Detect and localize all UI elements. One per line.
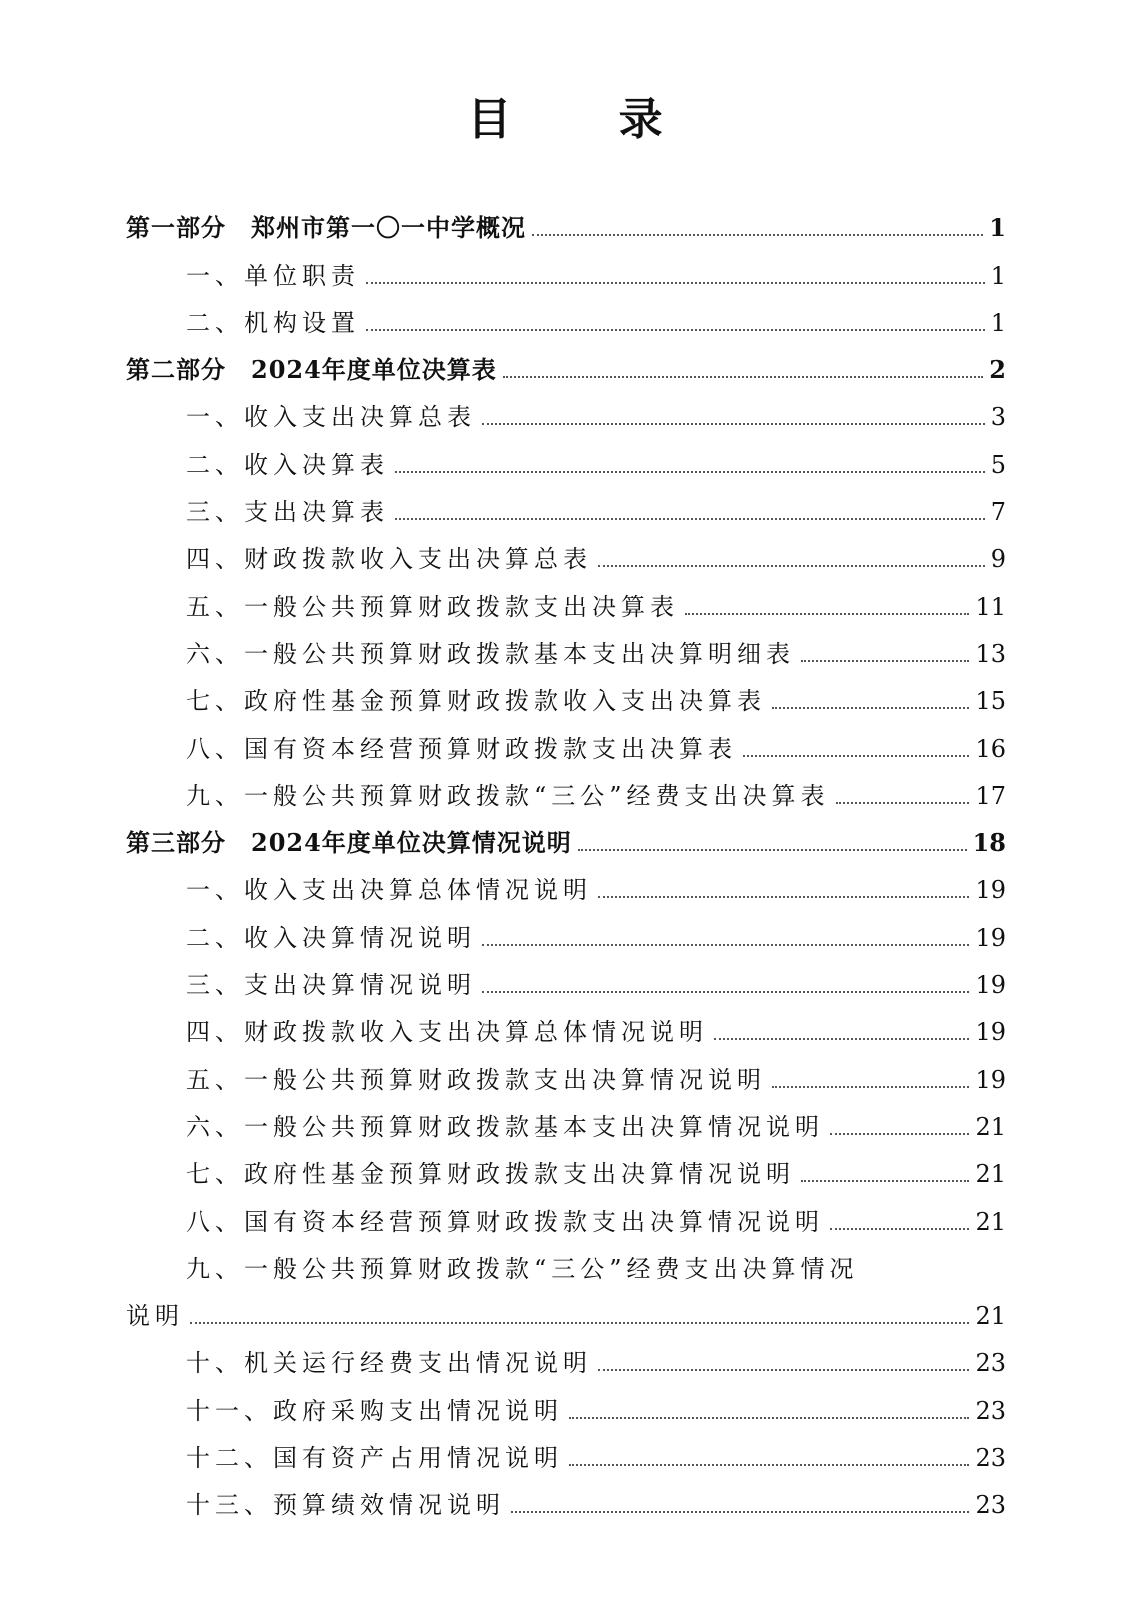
toc-entry-label: 二、收入决算表 [186, 450, 389, 479]
toc-entry-page: 21 [975, 1302, 1006, 1331]
toc-entry-label: 二、机构设置 [186, 308, 360, 337]
toc-entry-page: 23 [975, 1396, 1006, 1425]
toc-entry-page: 23 [975, 1444, 1006, 1473]
toc-entry-page: 13 [975, 639, 1006, 668]
toc-entry-page: 18 [972, 828, 1006, 858]
dot-leader [482, 991, 969, 993]
dot-leader [830, 1133, 969, 1135]
toc-entry-part-1[interactable] [126, 196, 1006, 243]
toc-entry[interactable] [126, 953, 1006, 1000]
toc-entry-label: 一、单位职责 [186, 261, 360, 290]
toc-entry[interactable] [126, 432, 1006, 479]
dot-leader [598, 1369, 969, 1371]
toc-entry-page: 9 [990, 545, 1006, 574]
toc-entry-label: 七、政府性基金预算财政拨款收入支出决算表 [186, 687, 766, 716]
toc-entry[interactable] [126, 1095, 1006, 1142]
toc-entry-label: 九、一般公共预算财政拨款“三公”经费支出决算情况 [186, 1254, 859, 1283]
dot-leader [578, 849, 967, 851]
toc-entry[interactable] [126, 764, 1006, 811]
toc-entry-page: 3 [990, 403, 1006, 432]
toc-entry-label: 六、一般公共预算财政拨款基本支出决算情况说明 [186, 1112, 824, 1141]
toc-entry-label: 十二、国有资产占用情况说明 [186, 1444, 563, 1473]
dot-leader [569, 1464, 969, 1466]
toc-entry-label: 四、财政拨款收入支出决算总体情况说明 [186, 1018, 708, 1047]
toc-entry-page: 23 [975, 1349, 1006, 1378]
toc-entry-page: 1 [990, 261, 1006, 290]
toc-entry[interactable] [126, 669, 1006, 716]
toc-entry-page: 19 [975, 923, 1006, 952]
toc-entry-label: 第二部分 2024年度单位决算表 [126, 355, 497, 385]
dot-leader [190, 1322, 969, 1324]
dot-leader [685, 613, 969, 615]
dot-leader [569, 1417, 969, 1419]
toc-entry-page: 7 [990, 498, 1006, 527]
toc-entry-label: 十一、政府采购支出情况说明 [186, 1396, 563, 1425]
toc-entry-page: 15 [975, 687, 1006, 716]
toc-entry[interactable] [126, 716, 1006, 763]
dot-leader [772, 1086, 969, 1088]
dot-leader [395, 518, 985, 520]
toc-list [126, 196, 1006, 1520]
toc-entry-page: 19 [975, 971, 1006, 1000]
toc-entry-label: 三、支出决算表 [186, 498, 389, 527]
toc-entry-wrapped-first-line[interactable] [126, 1237, 1006, 1284]
toc-entry-part-2[interactable] [126, 338, 1006, 385]
toc-entry-label-continued: 说明 [126, 1302, 184, 1331]
toc-entry[interactable] [126, 291, 1006, 338]
toc-entry-label: 六、一般公共预算财政拨款基本支出决算明细表 [186, 639, 795, 668]
toc-entry-page: 21 [975, 1160, 1006, 1189]
toc-entry-label: 十、机关运行经费支出情况说明 [186, 1349, 592, 1378]
dot-leader [830, 1228, 969, 1230]
toc-entry-label: 第三部分 2024年度单位决算情况说明 [126, 828, 572, 858]
toc-entry[interactable] [126, 527, 1006, 574]
toc-entry[interactable] [126, 1142, 1006, 1189]
dot-leader [395, 471, 985, 473]
toc-entry[interactable] [126, 1331, 1006, 1378]
dot-leader [598, 565, 985, 567]
dot-leader [366, 329, 985, 331]
toc-entry-label: 二、收入决算情况说明 [186, 923, 476, 952]
toc-entry-label: 八、国有资本经营预算财政拨款支出决算表 [186, 734, 737, 763]
toc-entry-label: 一、收入支出决算总表 [186, 403, 476, 432]
dot-leader [743, 755, 969, 757]
toc-entry-part-3[interactable] [126, 811, 1006, 858]
dot-leader [482, 423, 985, 425]
toc-entry[interactable] [126, 480, 1006, 527]
toc-title: 目 录 [467, 94, 709, 145]
toc-entry-page: 5 [990, 450, 1006, 479]
dot-leader [366, 282, 985, 284]
toc-entry-page: 1 [990, 308, 1006, 337]
toc-entry[interactable] [126, 574, 1006, 621]
dot-leader [836, 802, 970, 804]
dot-leader [503, 376, 984, 378]
toc-entry[interactable] [126, 1378, 1006, 1425]
toc-entry-label: 五、一般公共预算财政拨款支出决算情况说明 [186, 1065, 766, 1094]
dot-leader [772, 707, 969, 709]
toc-entry[interactable] [126, 243, 1006, 290]
dot-leader [532, 234, 983, 236]
toc-entry-page: 21 [975, 1207, 1006, 1236]
toc-entry[interactable] [126, 905, 1006, 952]
toc-entry-label: 四、财政拨款收入支出决算总表 [186, 545, 592, 574]
toc-entry-page: 23 [975, 1491, 1006, 1520]
toc-entry-label: 三、支出决算情况说明 [186, 971, 476, 1000]
toc-entry-page: 19 [975, 1018, 1006, 1047]
toc-entry-page: 17 [975, 781, 1006, 810]
toc-entry-label: 八、国有资本经营预算财政拨款支出决算情况说明 [186, 1207, 824, 1236]
toc-entry-label: 五、一般公共预算财政拨款支出决算表 [186, 592, 679, 621]
toc-entry[interactable] [126, 1189, 1006, 1236]
toc-entry[interactable] [126, 1473, 1006, 1520]
dot-leader [801, 660, 969, 662]
toc-entry-label: 第一部分 郑州市第一〇一中学概况 [126, 213, 526, 243]
dot-leader [801, 1180, 969, 1182]
toc-entry[interactable] [126, 1426, 1006, 1473]
toc-entry-wrapped-second-line[interactable] [126, 1284, 1006, 1331]
toc-entry-label: 七、政府性基金预算财政拨款支出决算情况说明 [186, 1160, 795, 1189]
toc-entry[interactable] [126, 1047, 1006, 1094]
toc-entry-page: 2 [989, 355, 1006, 385]
toc-entry-label: 一、收入支出决算总体情况说明 [186, 876, 592, 905]
dot-leader [511, 1511, 969, 1513]
toc-entry-page: 16 [975, 734, 1006, 763]
dot-leader [482, 944, 969, 946]
toc-entry-label: 十三、预算绩效情况说明 [186, 1491, 505, 1520]
toc-entry-page: 21 [975, 1112, 1006, 1141]
toc-entry-page: 19 [975, 1065, 1006, 1094]
toc-entry[interactable] [126, 622, 1006, 669]
toc-entry-page: 1 [989, 213, 1006, 243]
toc-entry-page: 11 [975, 592, 1006, 621]
toc-entry[interactable] [126, 1000, 1006, 1047]
toc-entry[interactable] [126, 858, 1006, 905]
dot-leader [714, 1038, 969, 1040]
toc-entry[interactable] [126, 385, 1006, 432]
dot-leader [598, 896, 969, 898]
toc-entry-label: 九、一般公共预算财政拨款“三公”经费支出决算表 [186, 781, 830, 810]
toc-entry-page: 19 [975, 876, 1006, 905]
